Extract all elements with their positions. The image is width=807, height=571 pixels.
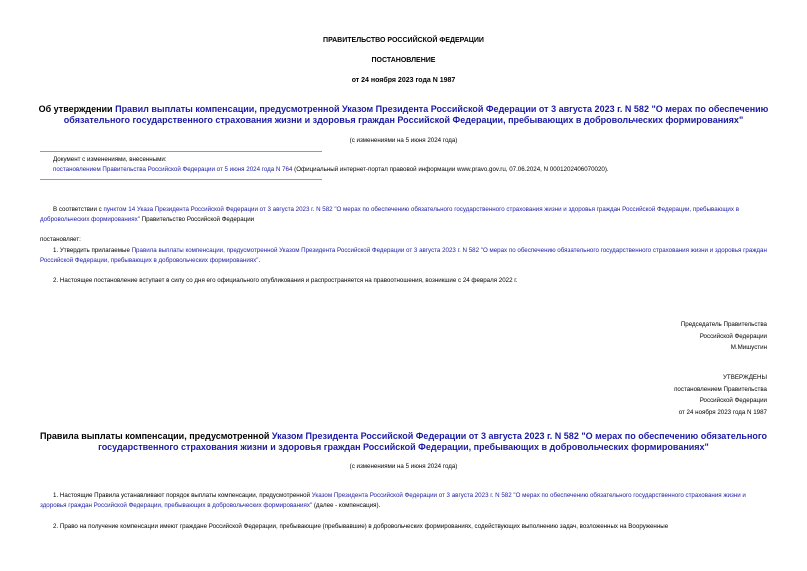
title-prefix: Об утверждении (38, 104, 116, 114)
item-2: 2. Настоящее постановление вступает в силу со дня его официального опубликования и распространяется на правоотношения, возникшие с 24 февраля 2022 г. (53, 277, 518, 284)
signature-block (681, 319, 767, 354)
title-rules-link[interactable]: Правил выплаты компенсации, предусмотренной Указом Президента Российской Федерации от 3 августа 2023 г. N 582 "О мерах по обеспечению (115, 104, 769, 114)
item-1-rules-link[interactable]: Правила выплаты компенсации, предусмотренной Указом Президента Российской Федерации от 3 августа 2023 г. N 582 "О мерах по обеспечению обязательного государственного (131, 247, 652, 254)
document-title (0, 104, 807, 126)
approval-block (674, 372, 767, 418)
decides-word: постановляет: (40, 236, 81, 243)
rule-1-suffix: (далее - компенсация). (312, 501, 381, 509)
signature-name: М.Мишустин (730, 344, 767, 351)
preamble-text-end: Правительство Российской Федерации (139, 215, 255, 223)
rules-title-decree-link[interactable]: Указом Президента Российской Федерации от 3 августа 2023 г. N 582 "О мерах по обеспечению обязательного (271, 431, 768, 441)
approved-heading: УТВЕРЖДЕНЫ (723, 374, 767, 381)
title-rules-link-cont[interactable]: обязательного государственного страхования жизни и здоровья граждан Российской Федерации, пребывающих в добровольческих формированиях" (63, 115, 744, 125)
approved-by: постановлением Правительства (674, 385, 767, 393)
amendments-line (53, 166, 609, 173)
signature-position-cont: Российской Федерации (699, 332, 767, 340)
rule-2: 2. Право на получение компенсации имеют граждане Российской Федерации, пребывающие (пребывавшие) в добровольческих формированиях, содействующих выполнению задач, возложенных на Вооруженные (53, 523, 669, 530)
amendments-intro: Документ с изменениями, внесенными: (53, 156, 167, 163)
item-1-suffix: . (258, 256, 261, 264)
rules-title-prefix: Правила выплаты компенсации, предусмотренной (39, 431, 272, 441)
document-date-number: от 24 ноября 2023 года N 1987 (351, 77, 456, 84)
item-1-rules-link-cont[interactable]: страхования жизни и здоровья граждан Российской Федерации, пребывающих в добровольческих формированиях" (40, 247, 767, 264)
item-1-prefix: 1. Утвердить прилагаемые (53, 247, 132, 254)
approved-date: от 24 ноября 2023 года N 1987 (678, 408, 767, 416)
divider (40, 151, 322, 152)
rule-1-decree-link-cont[interactable]: государственного страхования жизни и здоровья граждан Российской Федерации, пребывающих в добровольческих формированиях" (40, 492, 746, 509)
item-1 (40, 246, 768, 265)
preamble-text: В соответствии с (53, 206, 104, 213)
rules-changes-note: (с изменениями на 5 июня 2024 года) (349, 463, 458, 470)
document-type: ПОСТАНОВЛЕНИЕ (371, 57, 436, 64)
government-name: ПРАВИТЕЛЬСТВО РОССИЙСКОЙ ФЕДЕРАЦИИ (323, 37, 484, 44)
rule-1-prefix: 1. Настоящие Правила устанавливают порядок выплаты компенсации, предусмотренной (53, 492, 312, 499)
rule-1 (40, 491, 768, 510)
preamble (40, 205, 768, 224)
preamble-decree-link[interactable]: пунктом 14 Указа Президента Российской Федерации от 3 августа 2023 г. N 582 "О мерах по обеспечению обязательного государственного страхования жизни и здоровья граждан Российской Федерации (103, 206, 690, 213)
divider (40, 179, 322, 180)
preamble-decree-link-cont[interactable]: , пребывающих в добровольческих формированиях" (40, 206, 739, 223)
changes-note: (с изменениями на 5 июня 2024 года) (349, 137, 458, 144)
rules-title (0, 431, 807, 453)
rule-1-decree-link[interactable]: Указом Президента Российской Федерации от 3 августа 2023 г. N 582 "О мерах по обеспечению обязательного (311, 492, 632, 499)
rules-title-decree-link-cont[interactable]: государственного страхования жизни и здоровья граждан Российской Федерации, пребывающих в добровольческих формированиях" (98, 442, 709, 452)
signature-position: Председатель Правительства (680, 321, 767, 328)
amendment-resolution-link[interactable]: постановлением Правительства Российской Федерации от 5 июня 2024 года N 764 (53, 166, 293, 173)
amendment-source: (Официальный интернет-портал правовой информации www.pravo.gov.ru, 07.06.2024, N 0001202406070020). (292, 166, 609, 173)
approved-by-cont: Российской Федерации (699, 397, 767, 404)
